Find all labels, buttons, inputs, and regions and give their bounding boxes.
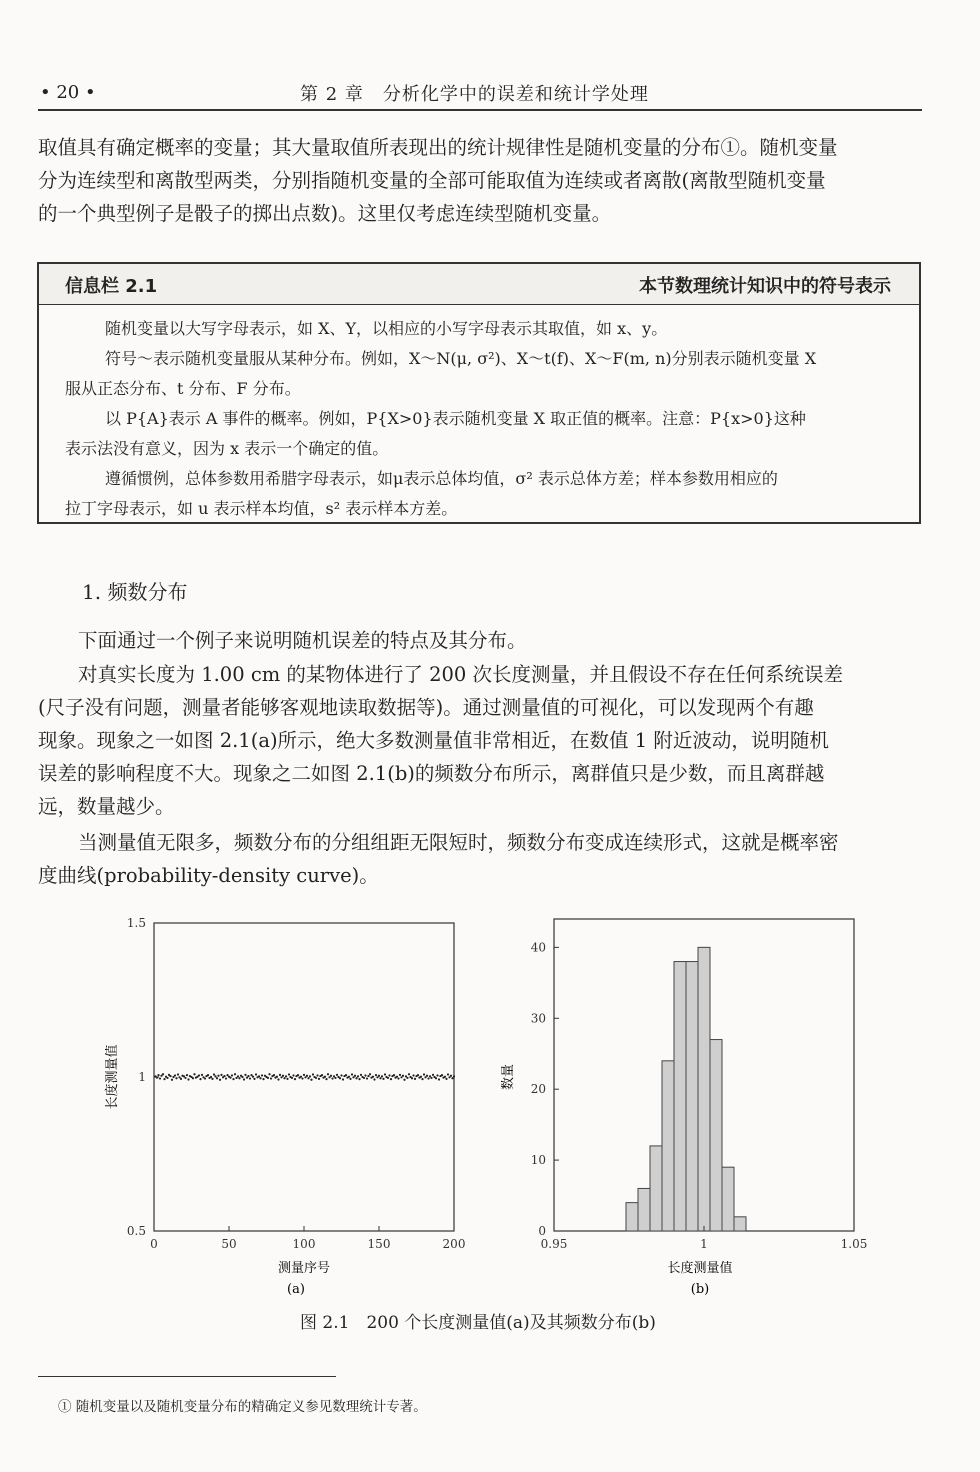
- data-point: [166, 1077, 168, 1079]
- data-point: [214, 1075, 216, 1077]
- data-point: [184, 1077, 186, 1079]
- histogram-bar: [722, 1167, 734, 1231]
- data-point: [421, 1078, 423, 1080]
- data-point: [379, 1077, 381, 1079]
- data-point: [258, 1075, 260, 1077]
- data-point: [219, 1079, 221, 1081]
- data-point: [294, 1078, 296, 1080]
- data-point: [367, 1075, 369, 1077]
- data-point: [423, 1073, 425, 1075]
- data-point: [450, 1075, 452, 1077]
- data-point: [288, 1073, 290, 1075]
- data-point: [363, 1077, 365, 1079]
- y-tick-label: 0.5: [126, 1224, 146, 1238]
- data-point: [444, 1076, 446, 1078]
- histogram-bar: [686, 962, 698, 1231]
- body-paragraph-1: [38, 624, 922, 657]
- data-point: [412, 1074, 414, 1076]
- data-point: [397, 1077, 399, 1079]
- data-point: [354, 1075, 356, 1077]
- data-point: [231, 1074, 233, 1076]
- data-point: [249, 1077, 251, 1079]
- data-point: [414, 1078, 416, 1080]
- data-point: [420, 1076, 422, 1078]
- intro-paragraph: [38, 131, 922, 230]
- data-point: [277, 1078, 279, 1080]
- x-tick-label: 100: [292, 1237, 316, 1251]
- text-line: 当测量值无限多，频数分布的分组组距无限短时，频数分布变成连续形式，这就是概率密: [78, 831, 839, 854]
- data-point: [169, 1075, 171, 1077]
- data-point: [211, 1078, 213, 1080]
- data-point: [406, 1077, 408, 1079]
- data-point: [382, 1078, 384, 1080]
- info-box-header: [39, 264, 919, 305]
- data-point: [301, 1077, 303, 1079]
- page-number: • 20 •: [40, 82, 96, 103]
- data-point: [255, 1073, 257, 1075]
- data-point: [223, 1075, 225, 1077]
- histogram-bar: [710, 1040, 722, 1231]
- data-point: [403, 1079, 405, 1081]
- data-point: [180, 1078, 182, 1080]
- x-ticks-b: [541, 1226, 868, 1251]
- data-point: [193, 1073, 195, 1075]
- data-point: [435, 1077, 437, 1079]
- data-point: [426, 1075, 428, 1077]
- data-point: [247, 1075, 249, 1077]
- y-tick-label: 20: [530, 1082, 546, 1097]
- histogram-bar: [638, 1188, 650, 1231]
- data-point: [324, 1076, 326, 1078]
- data-point: [453, 1075, 455, 1077]
- data-point: [186, 1074, 188, 1076]
- data-point: [334, 1077, 336, 1079]
- data-point: [447, 1073, 449, 1075]
- x-tick-label: 1: [700, 1237, 708, 1251]
- data-point: [234, 1073, 236, 1075]
- data-point: [438, 1078, 440, 1080]
- data-point: [187, 1078, 189, 1080]
- data-point: [436, 1074, 438, 1076]
- text-line: 误差的影响程度不大。现象之二如图 2.1(b)的频数分布所示，离群值只是少数，而且离群越: [38, 762, 825, 785]
- data-point: [345, 1074, 347, 1076]
- text-line: 取值具有确定概率的变量；其大量取值所表现出的统计规律性是随机变量的分布①。随机变量: [38, 136, 838, 159]
- x-tick-label: 1.05: [840, 1237, 868, 1251]
- data-point: [157, 1074, 159, 1076]
- data-point: [159, 1077, 161, 1079]
- body-paragraph-2: [38, 658, 922, 823]
- footnote-rule: [38, 1376, 336, 1377]
- y-axis-label-b: 数量: [501, 1063, 516, 1091]
- histogram-bar: [650, 1146, 662, 1231]
- data-point: [300, 1076, 302, 1078]
- data-point: [430, 1077, 432, 1079]
- data-point: [292, 1074, 294, 1076]
- histogram-bar: [662, 1061, 674, 1231]
- data-point: [396, 1076, 398, 1078]
- data-point: [388, 1074, 390, 1076]
- data-point: [241, 1076, 243, 1078]
- data-point: [372, 1076, 374, 1078]
- data-point: [369, 1073, 371, 1075]
- data-point: [441, 1074, 443, 1076]
- data-point: [297, 1074, 299, 1076]
- data-point: [408, 1073, 410, 1075]
- text-line: 的一个典型例子是骰子的掷出点数)。这里仅考虑连续型随机变量。: [38, 202, 612, 225]
- data-point: [427, 1077, 429, 1079]
- x-tick-label: 50: [221, 1237, 237, 1251]
- data-point: [393, 1074, 395, 1076]
- data-point: [355, 1077, 357, 1079]
- data-point: [177, 1073, 179, 1075]
- data-point: [201, 1074, 203, 1076]
- data-point: [286, 1078, 288, 1080]
- data-point: [237, 1075, 239, 1077]
- data-point: [318, 1078, 320, 1080]
- data-point: [267, 1077, 269, 1079]
- y-axis-label-a: 长度测量值: [105, 1044, 120, 1110]
- data-point: [316, 1074, 318, 1076]
- text-line: 对真实长度为 1.00 cm 的某物体进行了 200 次长度测量，并且假设不存在任何系统误差: [78, 663, 844, 686]
- data-point: [238, 1077, 240, 1079]
- y-tick-label: 30: [530, 1011, 546, 1026]
- data-point: [351, 1073, 353, 1075]
- data-point: [312, 1073, 314, 1075]
- bars-b: [626, 947, 746, 1231]
- data-point: [204, 1077, 206, 1079]
- data-point: [279, 1074, 281, 1076]
- data-point: [348, 1076, 350, 1078]
- data-point: [310, 1079, 312, 1081]
- data-point: [261, 1074, 263, 1076]
- data-point: [378, 1075, 380, 1077]
- data-point: [366, 1077, 368, 1079]
- data-point: [285, 1075, 287, 1077]
- data-point: [225, 1077, 227, 1079]
- text-line: 度曲线(probability-density curve)。: [38, 864, 379, 887]
- info-line: 表示法没有意义，因为 x 表示一个确定的值。: [65, 439, 389, 458]
- info-line: 服从正态分布、t 分布、F 分布。: [65, 379, 301, 398]
- data-point: [244, 1074, 246, 1076]
- data-point: [339, 1077, 341, 1079]
- data-point: [303, 1074, 305, 1076]
- x-tick-label: 0: [150, 1237, 158, 1251]
- info-box-body: [65, 314, 901, 524]
- data-point: [445, 1078, 447, 1080]
- info-line: 遵循惯例，总体参数用希腊字母表示，如μ表示总体均值，σ² 表示总体方差；样本参数用相应的: [105, 469, 778, 488]
- data-point: [357, 1075, 359, 1077]
- data-point: [217, 1075, 219, 1077]
- data-point: [198, 1074, 200, 1076]
- data-point: [342, 1078, 344, 1080]
- data-point: [268, 1073, 270, 1075]
- data-point: [283, 1077, 285, 1079]
- x-tick-label: 150: [367, 1237, 391, 1251]
- data-point: [259, 1077, 261, 1079]
- data-point: [321, 1074, 323, 1076]
- data-point: [336, 1074, 338, 1076]
- header-rule: [38, 109, 922, 111]
- data-point: [360, 1074, 362, 1076]
- y-tick-label: 10: [530, 1153, 546, 1168]
- data-point: [399, 1074, 401, 1076]
- x-tick-label: 200: [442, 1237, 466, 1251]
- info-box: [37, 262, 921, 524]
- data-point: [213, 1073, 215, 1075]
- data-point: [262, 1078, 264, 1080]
- data-point: [171, 1079, 173, 1081]
- x-axis-label-a: 测量序号: [277, 1261, 331, 1276]
- info-line: 以 P{A}表示 A 事件的概率。例如，P{X>0}表示随机变量 X 取正值的概率。注意：P{x>0}这种: [105, 409, 806, 428]
- data-point: [174, 1074, 176, 1076]
- data-point: [358, 1078, 360, 1080]
- data-point: [330, 1075, 332, 1077]
- data-point: [364, 1074, 366, 1076]
- panel-label-b: (b): [690, 1282, 710, 1297]
- y-tick-label: 1: [138, 1070, 146, 1084]
- x-axis-label-b: 长度测量值: [667, 1261, 733, 1276]
- data-point: [232, 1078, 234, 1080]
- y-tick-label: 1.5: [126, 916, 146, 930]
- footnote: ① 随机变量以及随机变量分布的精确定义参见数理统计专著。: [58, 1399, 427, 1415]
- data-point: [273, 1074, 275, 1076]
- data-point: [207, 1074, 209, 1076]
- data-point: [390, 1078, 392, 1080]
- data-point: [192, 1077, 194, 1079]
- data-point: [306, 1075, 308, 1077]
- histogram-bar: [626, 1203, 638, 1231]
- points-a: [154, 1073, 455, 1081]
- data-point: [331, 1077, 333, 1079]
- histogram-bar: [674, 962, 686, 1231]
- data-point: [373, 1078, 375, 1080]
- data-point: [220, 1074, 222, 1076]
- histogram-bar: [734, 1217, 746, 1231]
- text-line: 远，数量越少。: [38, 795, 175, 818]
- data-point: [384, 1073, 386, 1075]
- x-ticks-a: [150, 1226, 465, 1251]
- data-point: [199, 1078, 201, 1080]
- data-point: [325, 1078, 327, 1080]
- data-point: [270, 1077, 272, 1079]
- data-point: [252, 1076, 254, 1078]
- info-line: 拉丁字母表示，如 u 表示样本均值，s² 表示样本方差。: [65, 499, 458, 518]
- info-box-label: 信息栏 2.1: [65, 276, 158, 297]
- data-point: [229, 1077, 231, 1079]
- data-point: [307, 1077, 309, 1079]
- data-point: [432, 1074, 434, 1076]
- data-point: [375, 1074, 377, 1076]
- histogram-chart-b: [500, 915, 880, 1300]
- data-point: [417, 1074, 419, 1076]
- data-point: [349, 1078, 351, 1080]
- panel-label-a: (a): [287, 1282, 305, 1297]
- data-point: [162, 1073, 164, 1075]
- figure-caption: 图 2.1 200 个长度测量值(a)及其频数分布(b): [300, 1313, 656, 1333]
- data-point: [175, 1077, 177, 1079]
- data-point: [340, 1074, 342, 1076]
- text-line: 下面通过一个例子来说明随机误差的特点及其分布。: [78, 629, 527, 652]
- info-line: 符号～表示随机变量服从某种分布。例如，X～N(μ, σ²)、X～t(f)、X～F(m, n)分别表示随机变量 X: [105, 349, 817, 368]
- data-point: [276, 1076, 278, 1078]
- y-tick-label: 40: [530, 940, 546, 955]
- info-line: 随机变量以大写字母表示，如 X、Y，以相应的小写字母表示其取值，如 x、y。: [105, 319, 668, 338]
- data-point: [451, 1077, 453, 1079]
- data-point: [387, 1077, 389, 1079]
- x-tick-label: 0.95: [540, 1237, 568, 1251]
- data-point: [381, 1075, 383, 1077]
- data-point: [282, 1075, 284, 1077]
- text-line: (尺子没有问题，测量者能够客观地读取数据等)。通过测量值的可视化，可以发现两个有趣: [38, 696, 814, 719]
- data-point: [163, 1078, 165, 1080]
- data-point: [402, 1075, 404, 1077]
- data-point: [411, 1077, 413, 1079]
- data-point: [309, 1075, 311, 1077]
- scatter-chart-a: [100, 915, 480, 1300]
- text-line: 分为连续型和离散型两类，分别指随机变量的全部可能取值为连续或者离散(离散型随机变量: [38, 169, 826, 192]
- y-ticks-b: [531, 940, 559, 1238]
- plot-frame-a: [154, 923, 454, 1231]
- data-point: [210, 1076, 212, 1078]
- data-point: [253, 1078, 255, 1080]
- body-paragraph-3: [38, 826, 922, 892]
- data-point: [156, 1077, 158, 1079]
- data-point: [291, 1077, 293, 1079]
- histogram-bar: [698, 947, 710, 1231]
- y-tick-label: 0: [538, 1224, 546, 1238]
- info-box-title: 本节数理统计知识中的符号表示: [639, 276, 891, 297]
- data-point: [327, 1073, 329, 1075]
- chapter-title: 第 2 章 分析化学中的误差和统计学处理: [300, 84, 649, 105]
- data-point: [315, 1077, 317, 1079]
- text-line: 现象。现象之一如图 2.1(a)所示，绝大多数测量值非常相近，在数值 1 附近波动，说明随机: [38, 729, 829, 752]
- section-heading: 1. 频数分布: [82, 580, 188, 604]
- data-point: [243, 1078, 245, 1080]
- data-point: [216, 1077, 218, 1079]
